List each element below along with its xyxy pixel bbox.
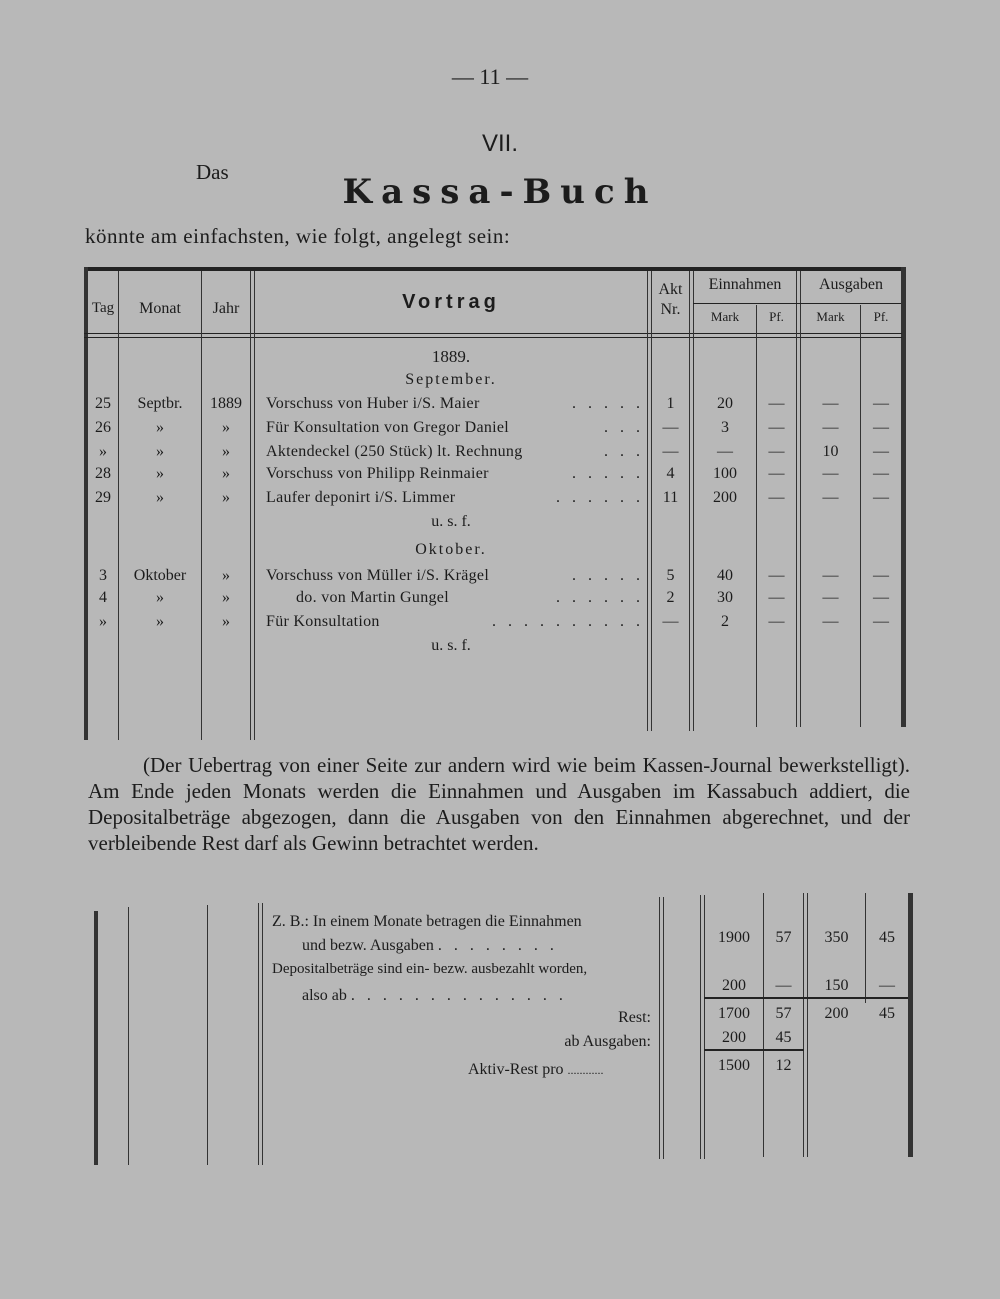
cell-ein-mark: 40 bbox=[717, 567, 733, 584]
cell-akt: 4 bbox=[666, 465, 675, 482]
ein-mark-5: 1500 bbox=[718, 1057, 750, 1074]
intro-text: könnte am einfachsten, wie folgt, angelegt sein: bbox=[85, 224, 511, 248]
title-article: Das bbox=[196, 160, 229, 184]
page-number: — 11 — bbox=[451, 64, 529, 89]
page-title: Kassa-Buch bbox=[342, 172, 658, 212]
oktober-heading: Oktober. bbox=[415, 541, 487, 558]
vortrag-dots: . . . bbox=[604, 419, 644, 436]
cell-aus-mark: — bbox=[822, 613, 839, 630]
cell-ein-pf: — bbox=[768, 465, 785, 482]
cell-monat: » bbox=[156, 419, 164, 436]
cell-aus-pf: — bbox=[873, 465, 889, 482]
cell-tag: » bbox=[99, 443, 107, 460]
paragraph-text: (Der Uebertrag von einer Seite zur andern wird wie beim Kassen-Journal bewerkstelligt). Am Ende jeden Monats werden die Einnahmen und Ausgaben im Kassabuch addiert, die Depositalbeträge abgezogen, dann die Ausgaben von den Einnahmen abgerechnet, und der verbleibende Rest darf als Gewinn betrachtet werden. bbox=[88, 753, 910, 855]
aktiv-rest-text: Aktiv-Rest pro bbox=[468, 1061, 564, 1078]
example-line-4 bbox=[302, 987, 567, 1005]
cell-jahr: » bbox=[222, 443, 230, 460]
col-rule bbox=[254, 271, 255, 740]
cell-ein-mark: — bbox=[717, 443, 733, 460]
cell-aus-pf: — bbox=[873, 589, 889, 606]
vortrag-dots: . . . . . bbox=[572, 395, 644, 412]
cell-aus-mark: — bbox=[822, 589, 839, 606]
vortrag-dots: . . . . . . bbox=[556, 489, 644, 506]
cell-ein-mark: 3 bbox=[721, 419, 729, 436]
cell-jahr: » bbox=[222, 489, 230, 506]
cell-jahr: » bbox=[222, 589, 230, 606]
cell-jahr: » bbox=[222, 567, 230, 584]
cell-vortrag bbox=[266, 465, 644, 483]
vortrag-text: Für Konsultation von Gregor Daniel bbox=[266, 419, 510, 436]
cell-jahr: » bbox=[222, 465, 230, 482]
cell-aus-pf: — bbox=[873, 419, 889, 436]
cell-aus-pf: — bbox=[873, 443, 889, 460]
cell-aus-pf: — bbox=[873, 489, 889, 506]
cell-tag: 28 bbox=[95, 465, 111, 482]
col-rule bbox=[756, 305, 757, 727]
cell-monat: » bbox=[156, 613, 164, 630]
cell-ein-pf: — bbox=[768, 395, 785, 412]
table2-right-rule bbox=[908, 893, 913, 1157]
cell-aus-mark: — bbox=[822, 465, 839, 482]
header-vortrag: Vortrag bbox=[402, 291, 500, 313]
chapter-number: VII. bbox=[481, 130, 518, 157]
cell-tag: » bbox=[99, 613, 107, 630]
cell-jahr: » bbox=[222, 419, 230, 436]
example-line-4-text: also ab bbox=[302, 987, 347, 1004]
vortrag-text: Aktendeckel (250 Stück) lt. Rechnung bbox=[266, 443, 523, 460]
vortrag-text: Laufer deponirt i/S. Limmer bbox=[266, 489, 456, 506]
rest-label: Rest: bbox=[618, 1009, 651, 1026]
col-rule bbox=[128, 907, 129, 1165]
usf-1: u. s. f. bbox=[431, 513, 471, 530]
vortrag-text: Vorschuss von Huber i/S. Maier bbox=[266, 395, 480, 412]
cell-aus-mark: 10 bbox=[822, 443, 839, 460]
aktiv-rest-dots: ............ bbox=[567, 1063, 604, 1077]
header-jahr: Jahr bbox=[212, 300, 240, 317]
cell-vortrag bbox=[266, 567, 644, 585]
example-line-3: Depositalbeträge sind ein- bezw. ausbezahlt worden, bbox=[272, 961, 588, 977]
cell-tag: 29 bbox=[95, 489, 111, 506]
col-rule bbox=[647, 271, 648, 731]
col-rule bbox=[689, 271, 690, 731]
example-line-2 bbox=[302, 937, 558, 955]
cell-aus-pf: — bbox=[873, 567, 889, 584]
cell-aus-pf: — bbox=[873, 395, 889, 412]
cell-tag: 26 bbox=[95, 419, 111, 436]
header-ein-mark: Mark bbox=[710, 309, 740, 324]
vortrag-dots: . . . . . . . . . . bbox=[492, 613, 644, 630]
aus-pf-1: 45 bbox=[879, 929, 895, 946]
example-line-4-dots: . . . . . . . . . . . . . . bbox=[350, 987, 567, 1004]
header-rule-2 bbox=[84, 337, 902, 338]
ein-mark-3: 1700 bbox=[718, 1005, 750, 1022]
cell-tag: 25 bbox=[95, 395, 111, 412]
cell-monat: » bbox=[156, 443, 164, 460]
header-rule bbox=[84, 333, 902, 334]
col-rule bbox=[700, 895, 701, 1159]
cell-aus-mark: — bbox=[822, 567, 839, 584]
ein-mark-4: 200 bbox=[722, 1029, 746, 1046]
ein-pf-3: 57 bbox=[775, 1005, 792, 1022]
col-rule bbox=[250, 271, 251, 740]
vortrag-dots: . . . . . . bbox=[556, 589, 644, 606]
cell-jahr: 1889 bbox=[210, 395, 242, 412]
cell-aus-mark: — bbox=[822, 395, 839, 412]
ein-mark-1: 1900 bbox=[718, 929, 750, 946]
cell-vortrag bbox=[266, 443, 644, 461]
cell-tag: 4 bbox=[99, 589, 107, 606]
ein-pf-4: 45 bbox=[775, 1029, 792, 1046]
col-rule bbox=[663, 897, 664, 1159]
cell-ein-pf: — bbox=[768, 613, 785, 630]
cell-akt: — bbox=[662, 419, 679, 436]
cell-ein-mark: 2 bbox=[721, 613, 729, 630]
cell-monat: » bbox=[156, 489, 164, 506]
cell-aus-mark: — bbox=[822, 489, 839, 506]
table-right-rule bbox=[901, 267, 906, 727]
cell-vortrag bbox=[266, 395, 644, 413]
kassa-buch-table bbox=[84, 267, 906, 740]
col-rule bbox=[262, 903, 263, 1165]
cell-ein-mark: 20 bbox=[717, 395, 733, 412]
usf-2: u. s. f. bbox=[431, 637, 471, 654]
sum-rule-1 bbox=[704, 997, 908, 999]
col-rule bbox=[796, 271, 797, 727]
subheader-rule bbox=[693, 303, 901, 304]
cell-ein-mark: 30 bbox=[717, 589, 733, 606]
cell-ein-pf: — bbox=[768, 567, 785, 584]
col-rule bbox=[207, 905, 208, 1165]
cell-tag: 3 bbox=[99, 567, 107, 584]
sum-rule-2 bbox=[704, 1049, 804, 1051]
col-rule bbox=[803, 893, 804, 1157]
year-heading: 1889. bbox=[431, 347, 471, 366]
vortrag-dots: . . . bbox=[604, 443, 644, 460]
cell-ein-pf: — bbox=[768, 489, 785, 506]
header-tag: Tag bbox=[91, 300, 115, 316]
cell-ein-mark: 100 bbox=[713, 465, 737, 482]
vortrag-text: Für Konsultation bbox=[266, 613, 380, 630]
header-akt: Akt bbox=[658, 281, 683, 298]
header-ein-pf: Pf. bbox=[769, 309, 784, 324]
cell-monat: Oktober bbox=[133, 567, 187, 584]
header-nr: Nr. bbox=[660, 301, 681, 318]
cell-vortrag bbox=[296, 589, 644, 607]
ein-pf-5: 12 bbox=[775, 1057, 792, 1074]
example-table bbox=[84, 893, 906, 1165]
ein-mark-2: 200 bbox=[722, 977, 746, 994]
september-heading: September. bbox=[405, 371, 497, 388]
vortrag-text: Vorschuss von Philipp Reinmaier bbox=[266, 465, 489, 482]
ein-pf-2: — bbox=[775, 977, 792, 994]
cell-akt: 5 bbox=[666, 567, 675, 584]
cell-akt: — bbox=[662, 443, 679, 460]
cell-vortrag bbox=[266, 613, 644, 631]
table2-left-rule bbox=[94, 911, 98, 1165]
header-ausgaben: Ausgaben bbox=[819, 276, 883, 293]
cell-monat: Septbr. bbox=[137, 395, 183, 412]
cell-aus-pf: — bbox=[873, 613, 889, 630]
header-monat: Monat bbox=[139, 300, 181, 317]
vortrag-dots: . . . . . bbox=[572, 567, 644, 584]
cell-vortrag bbox=[266, 419, 644, 437]
aktiv-rest-label bbox=[468, 1061, 604, 1079]
cell-akt: 1 bbox=[666, 395, 675, 412]
header-einnahmen: Einnahmen bbox=[708, 276, 782, 293]
cell-ein-pf: — bbox=[768, 419, 785, 436]
header-aus-pf: Pf. bbox=[873, 309, 889, 324]
cell-akt: 2 bbox=[666, 589, 675, 606]
aus-mark-3: 200 bbox=[824, 1005, 849, 1022]
vortrag-text: do. von Martin Gungel bbox=[296, 589, 449, 606]
table-top-rule bbox=[84, 267, 906, 271]
cell-akt: 11 bbox=[662, 489, 679, 506]
col-rule bbox=[860, 305, 861, 727]
vortrag-text: Vorschuss von Müller i/S. Krägel bbox=[266, 567, 490, 584]
cell-aus-mark: — bbox=[822, 419, 839, 436]
explanation-paragraph bbox=[88, 752, 910, 856]
vortrag-dots: . . . . . bbox=[572, 465, 644, 482]
aus-mark-1: 350 bbox=[824, 929, 849, 946]
cell-monat: » bbox=[156, 589, 164, 606]
cell-akt: — bbox=[662, 613, 679, 630]
aus-mark-2: 150 bbox=[824, 977, 849, 994]
col-rule bbox=[659, 897, 660, 1159]
cell-monat: » bbox=[156, 465, 164, 482]
cell-ein-pf: — bbox=[768, 443, 785, 460]
cell-jahr: » bbox=[222, 613, 230, 630]
aus-pf-2: — bbox=[879, 977, 895, 994]
ab-ausgaben-label: ab Ausgaben: bbox=[564, 1033, 651, 1050]
example-line-2-dots: . . . . . . . . bbox=[437, 937, 558, 954]
cell-ein-mark: 200 bbox=[713, 489, 737, 506]
cell-vortrag bbox=[266, 489, 644, 507]
example-line-2-text: und bezw. Ausgaben bbox=[302, 937, 434, 954]
col-rule bbox=[258, 903, 259, 1165]
aus-pf-3: 45 bbox=[879, 1005, 895, 1022]
cell-ein-pf: — bbox=[768, 589, 785, 606]
header-aus-mark: Mark bbox=[816, 309, 845, 324]
example-line-1: Z. B.: In einem Monate betragen die Einnahmen bbox=[272, 913, 582, 930]
ein-pf-1: 57 bbox=[775, 929, 792, 946]
